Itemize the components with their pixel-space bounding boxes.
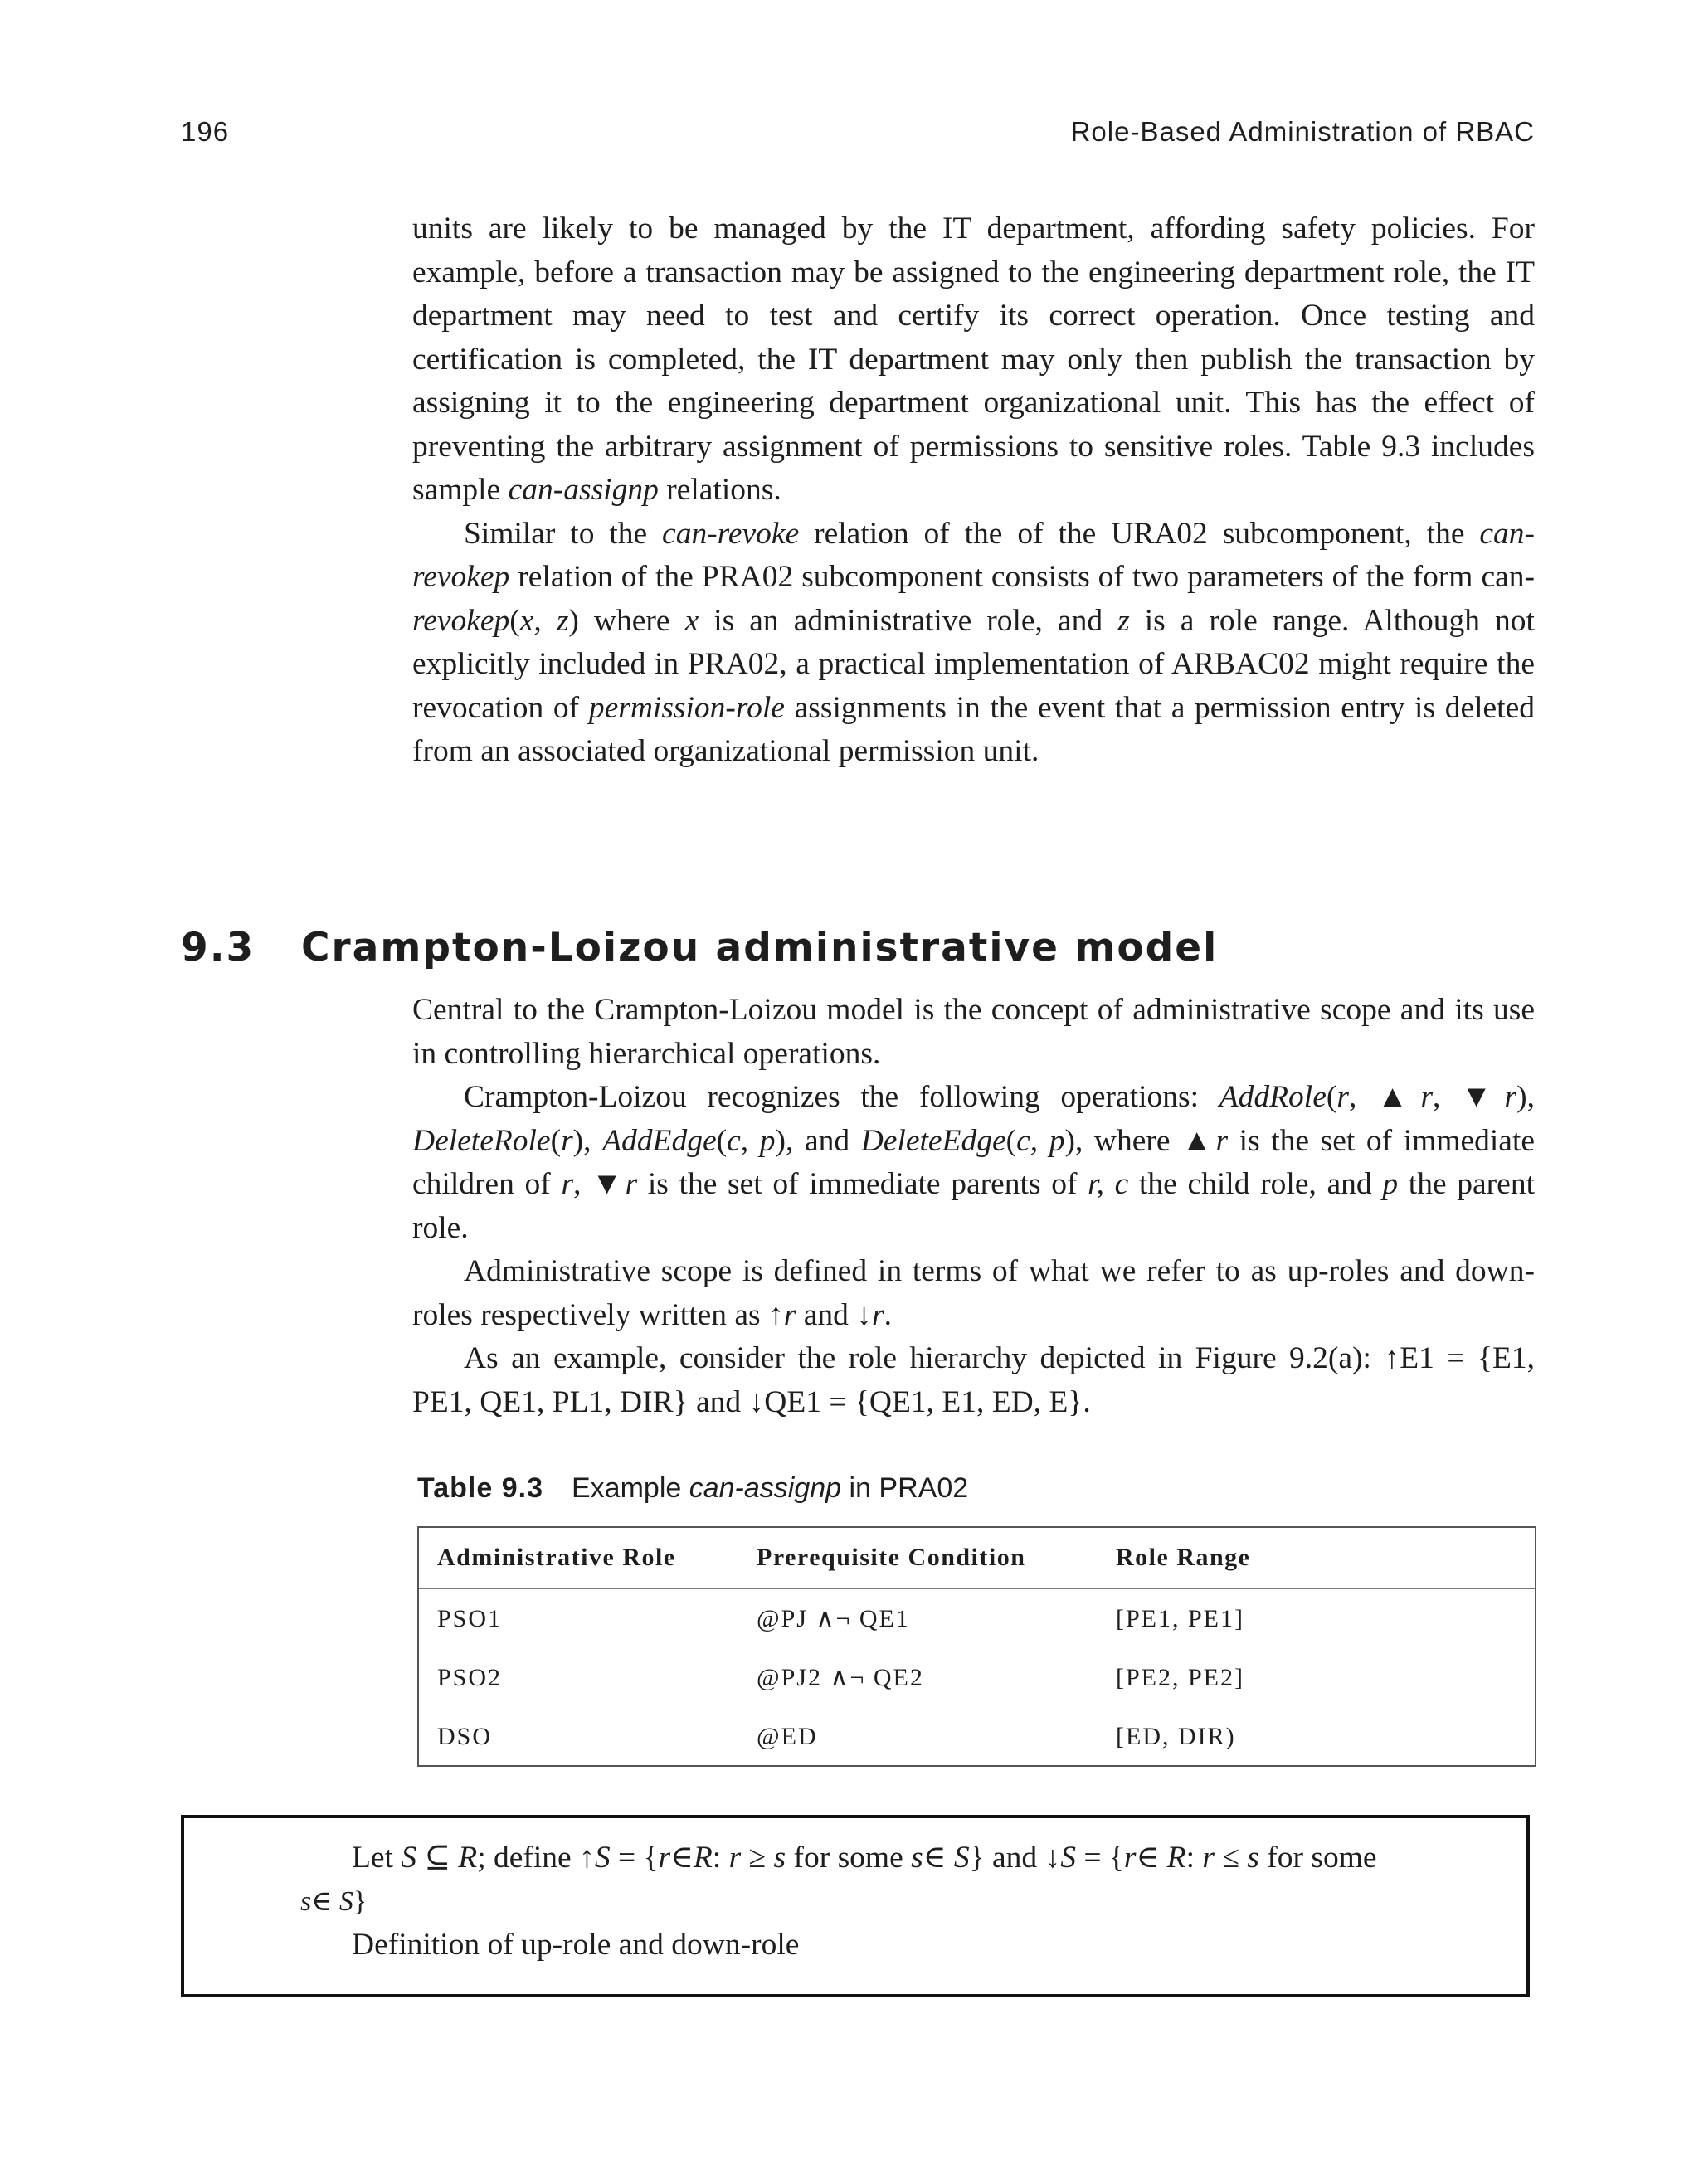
text-run: (	[550, 1123, 562, 1158]
text-run: units are likely to be managed by the IT department, affording safety policies. For example, before a transaction may be assigned to the engineering department role, the IT department may need to test and certify its correct operation. Once testing and certification is completed, the IT department may only then publish the transaction by assigning it to the engineering department organizational unit. This has the effect of preventing the arbitrary assignment of permissions to sensitive roles. Table 9.3 includes sample	[412, 212, 1535, 507]
def-text: ∈	[311, 1886, 339, 1917]
def-text: for some	[1258, 1841, 1377, 1875]
data-table	[419, 1528, 1535, 1766]
def-text: = {	[1076, 1841, 1124, 1875]
table-header-row	[419, 1528, 1535, 1588]
italic-term: x	[684, 603, 699, 638]
italic-term: r	[1504, 1080, 1517, 1114]
def-var: s	[911, 1841, 923, 1875]
def-text: :	[1185, 1841, 1203, 1875]
text-run: , ▼	[1433, 1080, 1505, 1114]
italic-term: r, c	[1088, 1167, 1129, 1201]
italic-term: AddRole	[1219, 1080, 1327, 1114]
table-row	[419, 1588, 1535, 1648]
italic-term: z	[1117, 603, 1130, 638]
italic-term: x, z	[519, 603, 569, 638]
def-text: :	[712, 1841, 729, 1875]
text-run: ),	[572, 1123, 603, 1158]
def-var: S	[1060, 1841, 1076, 1875]
running-head	[181, 116, 1535, 153]
can-assignp-table	[417, 1526, 1536, 1767]
def-text: ∈	[670, 1841, 694, 1875]
text-run: is a role range. Although not explicitly included in PRA02, a practical implementation of ARBAC02 might require the revocation of	[412, 603, 1535, 725]
text-run: relations.	[658, 473, 781, 507]
def-text: Let	[352, 1841, 402, 1875]
table-cell: @PJ ∧¬ QE1	[757, 1605, 910, 1632]
italic-term: revokep	[412, 603, 510, 638]
running-title: Role-Based Administration of RBAC	[1070, 116, 1535, 147]
text-run: Administrative scope is defined in terms of what we refer to as up-roles and down-roles respectively written as ↑	[412, 1254, 1535, 1332]
text-run: ),	[1516, 1080, 1536, 1114]
text-run: is the set of immediate children of	[412, 1123, 1536, 1201]
text-run: relation of the of the URA02 subcomponent, the	[799, 516, 1480, 551]
section-heading	[181, 919, 1535, 977]
def-text: for some	[786, 1841, 912, 1875]
def-var: S	[338, 1886, 353, 1917]
italic-term: DeleteRole	[412, 1123, 551, 1158]
italic-term: DeleteEdge	[860, 1123, 1006, 1158]
def-var: R	[1166, 1841, 1186, 1875]
text-run: (	[1005, 1123, 1017, 1158]
section-text	[412, 989, 1535, 1424]
italic-term: r	[1215, 1123, 1229, 1158]
text-run: ) where	[568, 603, 685, 638]
def-var: r	[1202, 1841, 1215, 1875]
italic-term: c, p	[727, 1123, 776, 1158]
italic-term: r	[783, 1297, 796, 1332]
table-cell: DSO	[437, 1722, 493, 1750]
italic-term: AddEdge	[602, 1123, 717, 1158]
caption-text: Example	[572, 1472, 689, 1504]
text-run: (	[509, 603, 520, 638]
text-run: .	[884, 1297, 892, 1332]
text-run: (	[716, 1123, 728, 1158]
column-header: Prerequisite Condition	[738, 1528, 1098, 1588]
column-header: Administrative Role	[419, 1528, 738, 1588]
text-run: is the set of immediate parents of	[637, 1167, 1088, 1201]
column-header: Role Range	[1098, 1528, 1535, 1588]
text-run: Crampton-Loizou recognizes the following operations:	[464, 1080, 1219, 1114]
def-text: ∈	[923, 1841, 954, 1875]
text-run: , ▼	[573, 1167, 626, 1201]
table-cell: [PE1, PE1]	[1116, 1604, 1244, 1632]
paragraph-scope: Central to the Crampton-Loizou model is the concept of administrative scope and its use in controlling hierarchical operations.	[412, 993, 1535, 1071]
italic-term: r	[1336, 1080, 1349, 1114]
def-text: } and ↓	[969, 1841, 1061, 1875]
text-run: and ↓	[796, 1297, 873, 1332]
table-row	[419, 1648, 1535, 1707]
text-run: is an administrative role, and	[699, 603, 1118, 638]
definition-formula-line1	[352, 1836, 1377, 1880]
paragraph-can-revokep	[412, 513, 1535, 774]
def-var: r	[658, 1841, 671, 1875]
text-run: , ▲	[1348, 1080, 1421, 1114]
def-var: r	[728, 1841, 742, 1875]
paragraph-units	[412, 207, 1535, 513]
text-run: relation of the PRA02 subcomponent consists of two parameters of the form can-	[509, 560, 1535, 594]
def-var: s	[1247, 1841, 1259, 1875]
table-cell: @ED	[757, 1722, 818, 1750]
text-run: ), where ▲	[1064, 1123, 1216, 1158]
def-text: = {	[610, 1841, 659, 1875]
definition-box	[181, 1815, 1530, 1997]
text-run: (	[1326, 1080, 1337, 1114]
table-cell: PSO1	[437, 1604, 503, 1632]
def-text: ⊆	[416, 1841, 459, 1875]
def-text: ; define ↑	[477, 1841, 595, 1875]
paragraph-operations	[412, 1076, 1535, 1250]
def-var: R	[458, 1841, 478, 1875]
text-run: ), and	[775, 1123, 861, 1158]
def-text: ≥	[741, 1841, 774, 1875]
table-cell: [ED, DIR)	[1116, 1722, 1236, 1750]
def-text: ∈	[1136, 1841, 1167, 1875]
text-run: Similar to the	[464, 516, 663, 551]
text-run: assignments in the event that a permission entry is deleted from an associated organizational permission unit.	[412, 690, 1535, 768]
italic-term: p	[1382, 1167, 1399, 1201]
def-var: s	[300, 1886, 312, 1917]
italic-term: permission-role	[588, 690, 785, 725]
table-row	[419, 1707, 1535, 1766]
def-text: ≤	[1214, 1841, 1248, 1875]
section-number: 9.3	[181, 925, 256, 970]
caption-text: in PRA02	[841, 1472, 969, 1504]
def-var: S	[953, 1841, 970, 1875]
italic-term: can-assignp	[508, 473, 659, 507]
italic-term: r	[625, 1167, 638, 1201]
table-cell: PSO2	[437, 1663, 503, 1691]
section-title: Crampton-Loizou administrative model	[301, 925, 1219, 970]
definition-formula-line2	[300, 1880, 367, 1924]
text-run: the child role, and	[1128, 1167, 1383, 1201]
definition-caption: Definition of up-role and down-role	[352, 1928, 800, 1962]
italic-term: r	[872, 1297, 884, 1332]
table-cell: [PE2, PE2]	[1116, 1663, 1244, 1691]
italic-term: r	[561, 1123, 573, 1158]
page-number: 196	[181, 116, 230, 147]
def-var: s	[773, 1841, 786, 1875]
def-text: }	[353, 1886, 368, 1917]
italic-term: r	[561, 1167, 574, 1201]
text-run: the parent role.	[412, 1167, 1535, 1245]
table-cell: @PJ2 ∧¬ QE2	[757, 1664, 924, 1691]
italic-term: c, p	[1016, 1123, 1065, 1158]
intro-text	[412, 207, 1535, 774]
paragraph-example: As an example, consider the role hierarchy depicted in Figure 9.2(a): ↑E1 = {E1, PE1, QE1, PL1, DIR} and ↓QE1 = {QE1, E1, ED, E}.	[412, 1341, 1535, 1419]
italic-term: r	[1420, 1080, 1434, 1114]
paragraph-up-down-roles	[412, 1250, 1535, 1337]
def-var: R	[693, 1841, 713, 1875]
italic-term: can-revokep	[412, 516, 1535, 594]
italic-term: can-revoke	[662, 516, 800, 551]
caption-italic-term: can-assignp	[689, 1472, 842, 1504]
def-var: r	[1123, 1841, 1137, 1875]
def-var: S	[401, 1841, 417, 1875]
table-label: Table 9.3	[417, 1472, 543, 1504]
table-caption	[417, 1468, 1535, 1508]
def-var: S	[594, 1841, 611, 1875]
